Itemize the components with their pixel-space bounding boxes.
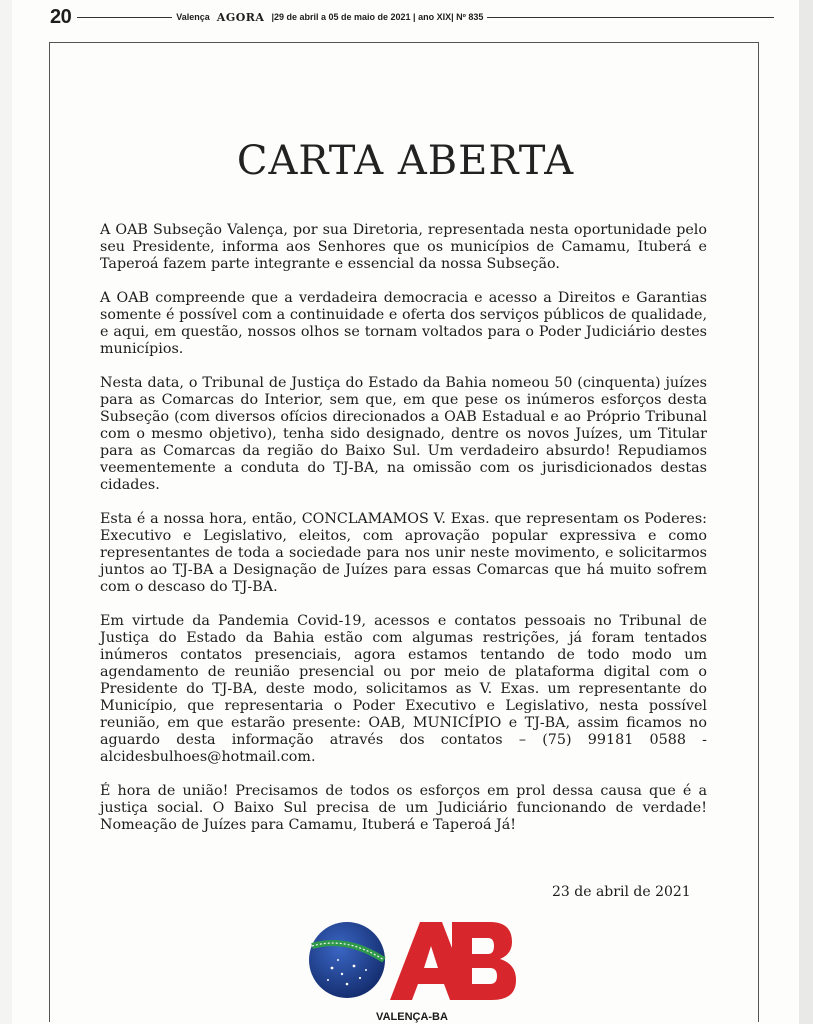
letter-paragraph: É hora de união! Precisamos de todos os esforços em prol dessa causa que é a justiça social. O Baixo Sul precisa de um Judiciário funcionando de verdade! Nomeação de Juízes para Camamu, Ituberá e Taperoá Já! [100,783,707,833]
letter-paragraph: A OAB compreende que a verdadeira democracia e acesso a Direitos e Garantias somente é possível com a continuidade e oferta dos serviços públicos de qualidade, e aqui, em questão, nossos olhos se tornam voltados para o Poder Judiciário destes municípios. [100,290,707,357]
header-rule-right [487,17,774,18]
letter-paragraph: Nesta data, o Tribunal de Justiça do Estado da Bahia nomeou 50 (cinquenta) juízes para as Comarcas do Interior, sem que, em que pese os inúmeros esforços desta Subseção (com diversos ofícios direcionados a OAB Estadual e ao Próprio Tribunal com o mesmo objetivo), tenha sido designado, dentre os novos Juízes, um Titular para as Comarcas da região do Baixo Sul. Um verdadeiro absurdo! Repudiamos veementemente a conduta do TJ-BA, na omissão com os jurisdicionados destas cidades. [100,375,707,493]
letter-title: CARTA ABERTA [236,138,575,184]
logo-subtitle: VALENÇA-BA [376,1011,448,1023]
oab-logo [302,916,522,1024]
letter-b-shape [452,922,516,1000]
paper-name: Valença [176,12,210,22]
letter-paragraph: Em virtude da Pandemia Covid-19, acessos e contatos pessoais no Tribunal de Justiça do Estado da Bahia estão com algumas restrições, já foram tentados inúmeros contatos presenciais, agora estamos tentando de todo modo um agendamento de reunião presencial ou por meio de plataforma digital com o Presidente do TJ-BA, deste modo, solicitamos as V. Exas. um representante do Município, que representaria o Poder Executivo e Legislativo, nesta possível reunião, em que estarão presente: OAB, MUNICÍPIO e TJ-BA, assim ficamos no aguardo desta informação através dos contatos – (75) 99181 0588 - alcidesbulhoes@hotmail.com. [100,613,707,765]
globe-icon [309,922,385,998]
issue-info: |29 de abril a 05 de maio de 2021 | ano XIX| Nº 835 [271,12,484,22]
newspaper-header [50,6,774,28]
paper-brand: AGORA [216,10,265,24]
letter-paragraph: Esta é a nossa hora, então, CONCLAMAMOS V. Exas. que representam os Poderes: Executivo e Legislativo, eleitos, com aprovação popular expressiva e como representantes de toda a sociedade para nos unir neste movimento, e solicitarmos juntos ao TJ-BA a Designação de Juízes para essas Comarcas que há muito sofrem com o descaso do TJ-BA. [100,511,707,595]
letter-body [100,222,707,851]
header-rule-left [77,17,172,18]
page-edge [799,0,813,1024]
letter-date: 23 de abril de 2021 [552,884,691,900]
letter-paragraph: A OAB Subseção Valença, por sua Diretoria, representada nesta oportunidade pelo seu Presidente, informa aos Senhores que os municípios de Camamu, Ituberá e Taperoá fazem parte integrante e essencial da nossa Subseção. [100,222,707,272]
page-number: 20 [50,5,72,28]
newspaper-page [12,0,799,1024]
